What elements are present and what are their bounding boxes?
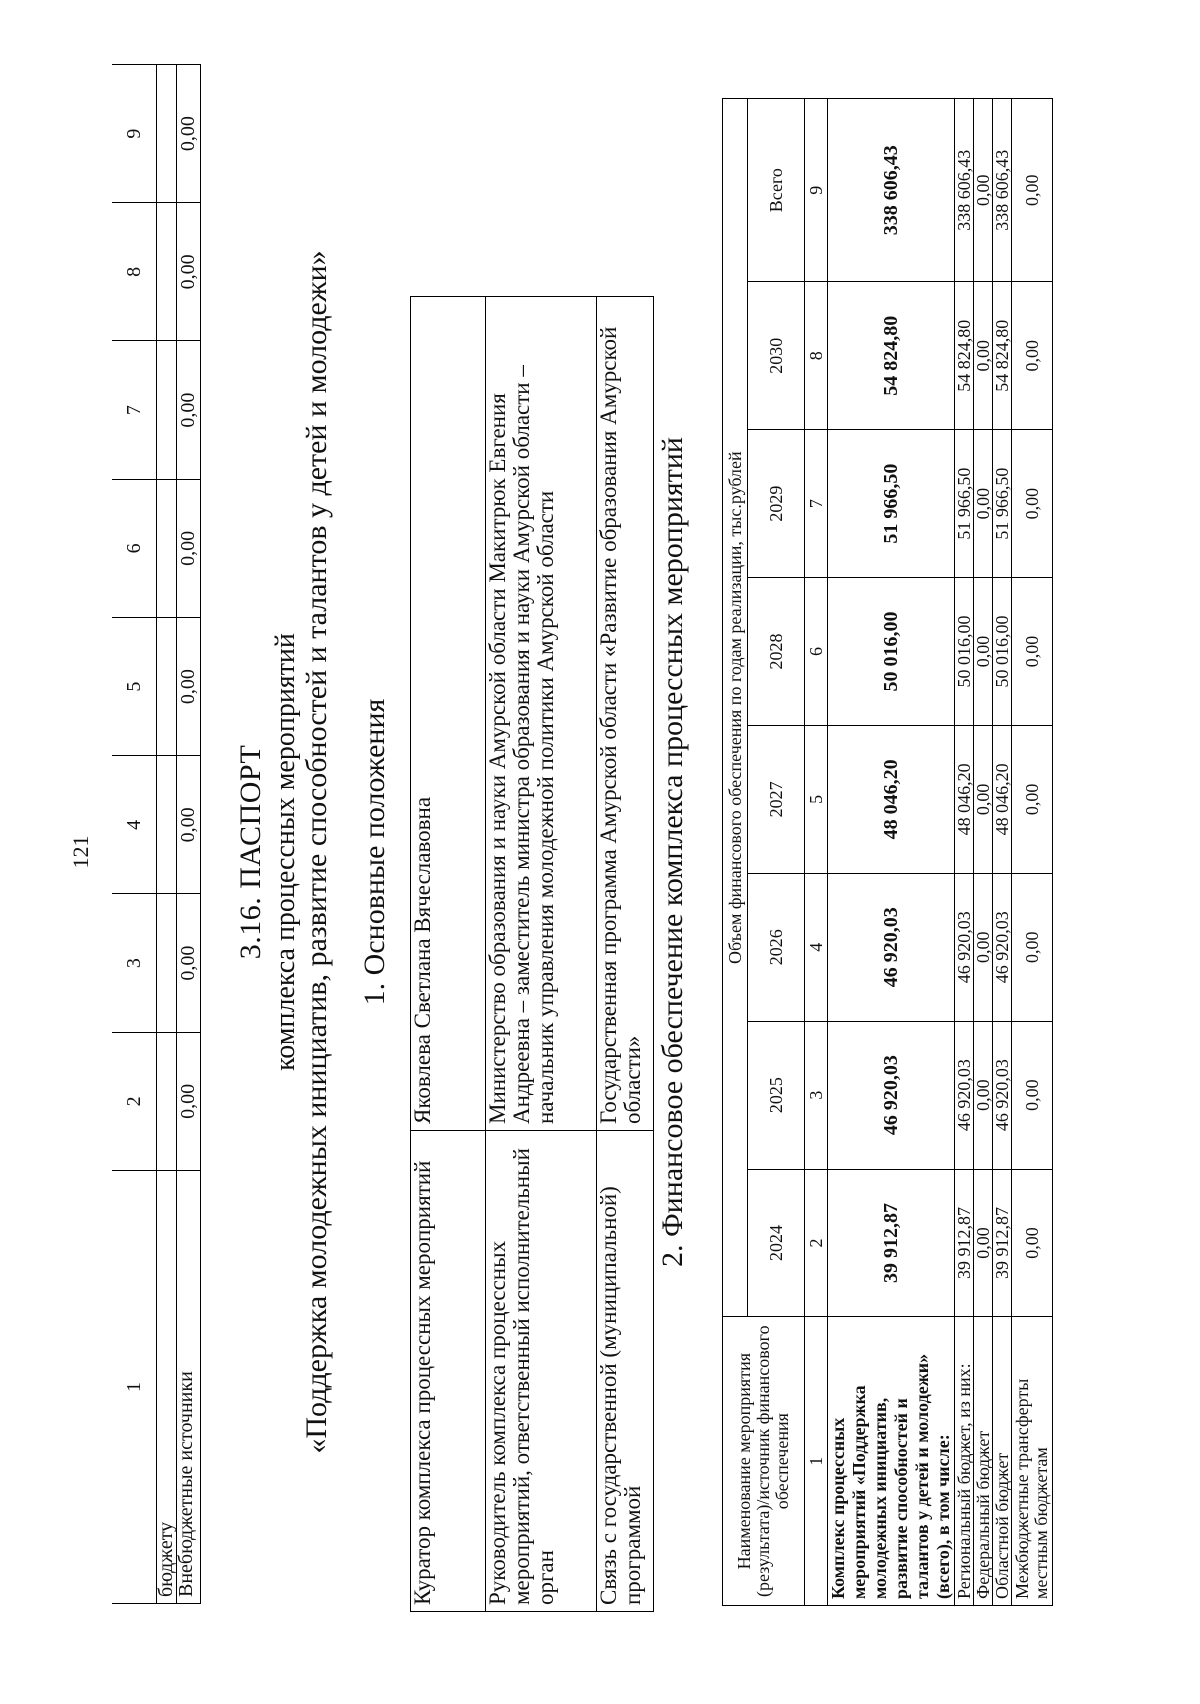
year-header: 2024 — [748, 1169, 805, 1317]
table-cell: 46 920,03 — [993, 873, 1012, 1021]
table-row — [177, 65, 201, 1604]
table-row — [974, 99, 993, 1606]
table-cell: 54 824,80 — [993, 282, 1012, 430]
table-cell: 39 912,87 — [993, 1169, 1012, 1317]
column-number: 9 — [805, 99, 828, 282]
header-row — [723, 99, 748, 1606]
year-header: 2030 — [748, 282, 805, 430]
column-number: 4 — [805, 873, 828, 1021]
table-cell: 338 606,43 — [828, 99, 955, 282]
row-label: Комплекс процессных мероприятий «Поддержка молодежных инициатив, развитие способностей и талантов у детей и молодежи» (всего), в том числе: — [828, 1317, 955, 1606]
row-label: Областной бюджет — [993, 1317, 1012, 1606]
table-cell: 50 016,00 — [993, 578, 1012, 726]
table-cell — [157, 65, 177, 203]
basic-provisions-table — [410, 296, 654, 1612]
table-row — [486, 297, 597, 1612]
column-number: 4 — [112, 756, 157, 894]
column-number: 8 — [805, 282, 828, 430]
column-number: 5 — [112, 618, 157, 756]
row-label: Руководитель комплекса процессных мероприятий, ответственный исполнительный орган — [486, 1131, 597, 1612]
column-number: 7 — [112, 341, 157, 479]
passport-name: «Поддержка молодежных инициатив, развитие способностей и талантов у детей и молодежи» — [300, 250, 333, 1454]
table-cell: 39 912,87 — [828, 1169, 955, 1317]
table-cell: 50 016,00 — [955, 578, 974, 726]
column-number: 7 — [805, 430, 828, 578]
year-header: 2027 — [748, 725, 805, 873]
column-number: 6 — [112, 479, 157, 617]
table-cell: 51 966,50 — [993, 430, 1012, 578]
column-number-row — [112, 65, 157, 1604]
column-number: 1 — [112, 1171, 157, 1604]
section-heading: 1. Основные положения — [358, 698, 391, 1006]
section-heading: 2. Финансовое обеспечение комплекса процессных мероприятий — [656, 437, 689, 1267]
table-cell: 46 920,03 — [993, 1021, 1012, 1169]
row-label: бюджету — [157, 1171, 177, 1604]
table-row — [955, 99, 974, 1606]
table-cell: 0,00 — [177, 756, 201, 894]
column-number: 9 — [112, 65, 157, 203]
row-value: Яковлева Светлана Вячеславовна — [411, 297, 486, 1131]
table-cell: 50 016,00 — [828, 578, 955, 726]
table-cell: 0,00 — [974, 1021, 993, 1169]
table-cell: 0,00 — [177, 618, 201, 756]
row-label: Куратор комплекса процессных мероприятий — [411, 1131, 486, 1612]
table-cell: 0,00 — [1012, 1169, 1053, 1317]
table-cell: 39 912,87 — [955, 1169, 974, 1317]
row-label: Федеральный бюджет — [974, 1317, 993, 1606]
table-cell: 51 966,50 — [828, 430, 955, 578]
table-cell: 54 824,80 — [828, 282, 955, 430]
year-header: 2028 — [748, 578, 805, 726]
table-cell: 0,00 — [1012, 430, 1053, 578]
table-row — [597, 297, 654, 1612]
financing-table — [722, 98, 1053, 1606]
passport-subtitle: комплекса процессных мероприятий — [270, 633, 301, 1071]
column-number: 6 — [805, 578, 828, 726]
table-cell: 48 046,20 — [993, 725, 1012, 873]
table-cell: 0,00 — [974, 99, 993, 282]
column-number: 8 — [112, 203, 157, 341]
table-cell: 48 046,20 — [828, 725, 955, 873]
table-cell — [157, 756, 177, 894]
row-label: Связь с государственной (муниципальной) программой — [597, 1131, 654, 1612]
table-cell: 0,00 — [974, 725, 993, 873]
row-value: Министерство образования и науки Амурской области Макитрюк Евгения Андреевна – заместитель министра образования и науки Амурской области – начальник управления молодежной политики Амурской области — [486, 297, 597, 1131]
table-cell: 0,00 — [177, 341, 201, 479]
table-cell: 0,00 — [1012, 282, 1053, 430]
table-cell: 0,00 — [177, 1032, 201, 1170]
column-number: 3 — [112, 894, 157, 1032]
table-row — [1012, 99, 1053, 1606]
total-header: Всего — [748, 99, 805, 282]
row-value: Государственная программа Амурской области «Развитие образования Амурской области» — [597, 297, 654, 1131]
table-cell — [157, 894, 177, 1032]
column-number: 3 — [805, 1021, 828, 1169]
table-cell: 0,00 — [177, 203, 201, 341]
page-number: 121 — [68, 835, 93, 869]
group-header: Объем финансового обеспечения по годам реализации, тыс.рублей — [723, 99, 748, 1317]
table-cell: 0,00 — [974, 430, 993, 578]
year-header: 2026 — [748, 873, 805, 1021]
column-number: 5 — [805, 725, 828, 873]
table-cell: 0,00 — [177, 479, 201, 617]
table-cell — [157, 1032, 177, 1170]
row-label: Межбюджетные трансферты местным бюджетам — [1012, 1317, 1053, 1606]
table-cell: 46 920,03 — [828, 1021, 955, 1169]
table-cell: 0,00 — [1012, 1021, 1053, 1169]
table-cell: 46 920,03 — [828, 873, 955, 1021]
passport-title: 3.16. ПАСПОРТ — [234, 744, 267, 960]
year-header: 2029 — [748, 430, 805, 578]
table-cell: 46 920,03 — [955, 1021, 974, 1169]
table-cell — [157, 341, 177, 479]
table-cell: 0,00 — [974, 1169, 993, 1317]
table-cell — [157, 479, 177, 617]
table-cell: 51 966,50 — [955, 430, 974, 578]
column-number: 2 — [805, 1169, 828, 1317]
table-cell: 0,00 — [1012, 725, 1053, 873]
table-cell: 338 606,43 — [955, 99, 974, 282]
row-label: Внебюджетные источники — [177, 1171, 201, 1604]
name-column-header: Наименование мероприятия (результата)/источник финансового обеспечения — [723, 1317, 805, 1606]
table-cell: 48 046,20 — [955, 725, 974, 873]
table-cell: 54 824,80 — [955, 282, 974, 430]
column-number-row — [805, 99, 828, 1606]
table-cell: 46 920,03 — [955, 873, 974, 1021]
table-row — [993, 99, 1012, 1606]
table-cell: 0,00 — [1012, 578, 1053, 726]
row-label: Региональный бюджет, из них: — [955, 1317, 974, 1606]
continuation-table — [112, 64, 201, 1604]
table-cell: 0,00 — [974, 873, 993, 1021]
year-header: 2025 — [748, 1021, 805, 1169]
table-cell: 0,00 — [974, 578, 993, 726]
table-row — [411, 297, 486, 1612]
column-number: 2 — [112, 1032, 157, 1170]
table-cell — [157, 203, 177, 341]
table-cell: 0,00 — [1012, 99, 1053, 282]
table-row — [157, 65, 177, 1604]
table-cell — [157, 618, 177, 756]
table-cell: 0,00 — [177, 894, 201, 1032]
column-number: 1 — [805, 1317, 828, 1606]
table-cell: 0,00 — [177, 65, 201, 203]
table-row — [828, 99, 955, 1606]
table-cell: 338 606,43 — [993, 99, 1012, 282]
table-cell: 0,00 — [974, 282, 993, 430]
table-cell: 0,00 — [1012, 873, 1053, 1021]
